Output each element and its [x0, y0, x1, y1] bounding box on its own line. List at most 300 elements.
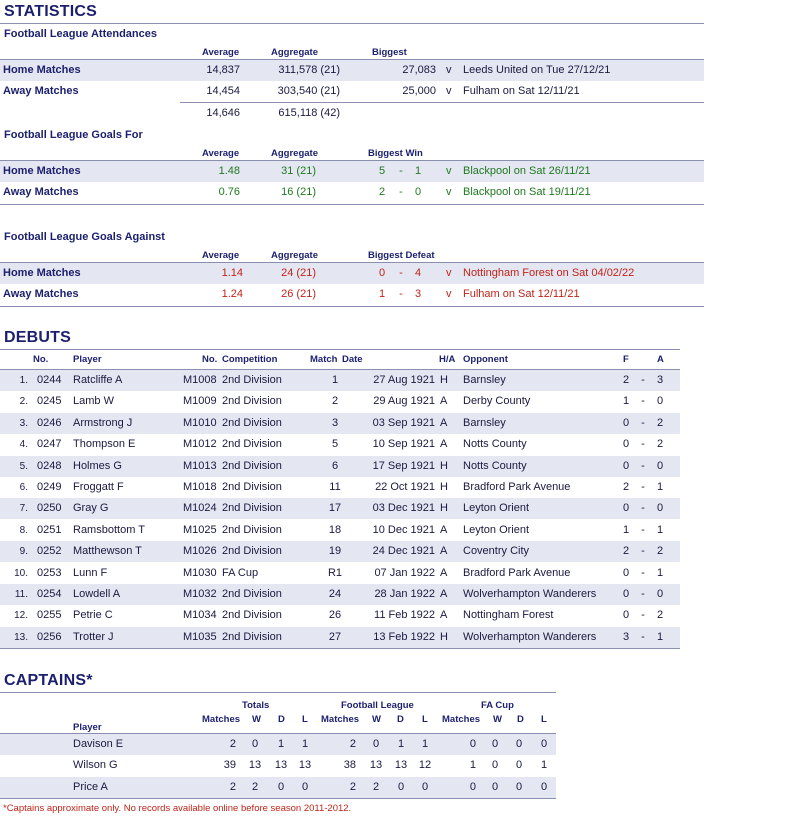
- debut-idx: 9.: [19, 546, 28, 558]
- score-dash: -: [399, 288, 403, 300]
- debut-a: 2: [656, 438, 664, 451]
- debuts-date-header: Date: [342, 354, 363, 365]
- aggregate: 303,540 (21): [277, 85, 340, 97]
- versus: v: [446, 267, 452, 279]
- debut-competition: 2nd Division: [222, 395, 282, 408]
- debut-ha: H: [440, 374, 448, 386]
- debut-match: 6: [331, 459, 339, 472]
- debut-no: 0247: [37, 438, 62, 451]
- debut-opponent: Bradford Park Avenue: [463, 566, 571, 579]
- debut-competition: 2nd Division: [222, 523, 282, 536]
- debut-opponent: Bradford Park Avenue: [463, 481, 571, 493]
- facup-matches-header: Matches: [442, 714, 481, 725]
- debut-f: 0: [622, 438, 630, 451]
- debut-f: 0: [622, 502, 630, 515]
- debut-match: 5: [331, 438, 339, 451]
- debut-player: Froggatt F: [73, 481, 124, 493]
- debut-opponent: Leyton Orient: [463, 523, 530, 536]
- captain-lm: 38: [343, 759, 356, 772]
- goals-for-aggregate-header: Aggregate: [271, 148, 318, 159]
- debut-match-no: M1010: [183, 416, 217, 429]
- league-d-header: D: [397, 714, 404, 725]
- attendance-row-home: [0, 60, 704, 81]
- debut-a: 1: [656, 523, 664, 536]
- debut-dash: -: [641, 395, 645, 408]
- captain-lw: 0: [372, 738, 380, 750]
- debut-match: 27: [328, 630, 342, 643]
- divider: [0, 204, 704, 205]
- debut-no: 0246: [37, 416, 62, 429]
- debut-competition: FA Cup: [222, 566, 259, 579]
- captains-player-header: Player: [73, 722, 102, 733]
- debut-idx: 1.: [19, 375, 28, 386]
- totals-matches-header: Matches: [202, 714, 241, 725]
- debut-player: Ramsbottom T: [73, 523, 145, 536]
- debut-ha: H: [440, 630, 448, 643]
- aggregate: 311,578 (21): [278, 64, 340, 76]
- facup-d-header: D: [517, 714, 524, 725]
- debut-row: [0, 520, 680, 541]
- facup-group-header: FA Cup: [481, 700, 514, 711]
- debut-match: 11: [329, 481, 341, 493]
- debut-date: 10 Dec 1921: [372, 523, 435, 536]
- debut-match-no: M1034: [183, 609, 217, 622]
- debut-a: 1: [656, 566, 664, 579]
- debut-match: 1: [331, 374, 339, 386]
- captain-cl: 0: [540, 738, 548, 750]
- debut-match-no: M1026: [183, 545, 217, 558]
- debut-date: 03 Sep 1921: [372, 416, 435, 429]
- aggregate: 26 (21): [281, 288, 316, 300]
- debut-date: 11 Feb 1922: [374, 609, 435, 622]
- debut-match-no: M1012: [183, 438, 217, 451]
- opponent: Leeds United on Tue 27/12/21: [463, 64, 611, 76]
- score-dash: -: [399, 186, 403, 198]
- debut-match-no: M1024: [183, 502, 217, 515]
- debut-date: 07 Jan 1922: [374, 566, 435, 579]
- score-against: 1: [414, 165, 422, 177]
- debut-row: [0, 584, 680, 605]
- score-for: 5: [378, 165, 386, 177]
- score-for: 1: [378, 288, 386, 300]
- aggregate: 31 (21): [281, 165, 316, 177]
- debut-competition: 2nd Division: [222, 374, 282, 386]
- debuts-competition-header: Competition: [222, 354, 278, 365]
- captain-cw: 0: [491, 759, 499, 772]
- debut-date: 29 Aug 1921: [373, 395, 435, 408]
- captain-td: 1: [277, 738, 285, 750]
- goals-against-title: Football League Goals Against: [4, 231, 165, 243]
- debut-f: 3: [622, 630, 630, 643]
- average: 14,837: [206, 64, 240, 76]
- totals-group-header: Totals: [242, 700, 270, 711]
- captain-cd: 0: [515, 780, 523, 793]
- debut-idx: 7.: [19, 503, 28, 515]
- captain-player: Wilson G: [73, 759, 118, 772]
- debut-a: 2: [656, 545, 664, 558]
- debut-ha: A: [440, 588, 448, 600]
- debut-match-no: M1009: [183, 395, 217, 408]
- debut-f: 1: [622, 395, 630, 408]
- divider: [0, 23, 704, 24]
- debut-match: 19: [328, 545, 342, 558]
- captains-footnote: *Captains approximate only. No records available online before season 2011-2012.: [3, 803, 352, 814]
- debuts-f-header: F: [623, 354, 629, 365]
- debut-row: [0, 370, 680, 391]
- captain-td: 13: [274, 759, 288, 772]
- divider: [0, 349, 680, 350]
- debut-competition: 2nd Division: [222, 609, 282, 622]
- captain-lw: 13: [369, 759, 383, 772]
- debuts-opponent-header: Opponent: [463, 354, 508, 365]
- captain-tm: 2: [229, 738, 236, 750]
- debut-match-no: M1030: [183, 566, 217, 579]
- debut-competition: 2nd Division: [222, 416, 282, 429]
- debut-player: Ratcliffe A: [73, 374, 123, 386]
- debut-player: Lowdell A: [73, 588, 121, 600]
- debut-match: R1: [327, 566, 343, 579]
- debut-row: [0, 456, 680, 477]
- captain-td: 0: [277, 780, 285, 793]
- debut-f: 0: [622, 566, 630, 579]
- debut-date: 24 Dec 1921: [372, 545, 435, 558]
- captain-tw: 2: [251, 780, 259, 793]
- debut-a: 2: [656, 416, 664, 429]
- debut-opponent: Barnsley: [463, 416, 506, 429]
- debut-no: 0245: [37, 395, 62, 408]
- debut-row: [0, 541, 680, 562]
- debut-f: 2: [622, 374, 630, 386]
- divider: [0, 306, 704, 307]
- debut-ha: A: [440, 416, 448, 429]
- facup-w-header: W: [493, 714, 502, 725]
- versus: v: [446, 288, 452, 300]
- captain-cl: 1: [540, 759, 548, 772]
- captain-cw: 0: [491, 738, 499, 750]
- debut-date: 22 Oct 1921: [375, 481, 435, 493]
- debut-dash: -: [641, 416, 645, 429]
- debut-match: 17: [328, 502, 342, 515]
- debut-idx: 11.: [14, 589, 28, 600]
- debut-date: 17 Sep 1921: [372, 459, 435, 472]
- debuts-match-header: Match: [310, 354, 338, 365]
- debut-date: 28 Jan 1922: [374, 588, 435, 600]
- captain-lm: 2: [349, 738, 356, 750]
- debut-dash: -: [641, 588, 645, 600]
- debut-a: 0: [656, 502, 664, 515]
- debut-a: 3: [656, 374, 664, 386]
- captain-ld: 0: [397, 780, 405, 793]
- debut-no: 0256: [37, 630, 62, 643]
- debut-idx: 2.: [19, 396, 28, 408]
- debuts-match-no-header: No.: [202, 354, 218, 365]
- debut-a: 1: [656, 630, 664, 643]
- captain-tm: 39: [223, 759, 236, 772]
- captain-tl: 1: [301, 738, 309, 750]
- versus: v: [446, 186, 452, 198]
- captain-row: [0, 734, 556, 755]
- captain-player: Price A: [73, 780, 108, 793]
- debut-opponent: Wolverhampton Wanderers: [463, 630, 597, 643]
- goals-against-aggregate-header: Aggregate: [271, 250, 318, 261]
- score-against: 3: [414, 288, 422, 300]
- average: 0.76: [218, 186, 240, 198]
- debut-idx: 8.: [19, 524, 28, 536]
- captain-cl: 0: [540, 780, 548, 793]
- row-label: Home Matches: [3, 165, 81, 177]
- captain-ld: 1: [397, 738, 405, 750]
- debut-opponent: Coventry City: [463, 545, 530, 558]
- average: 1.48: [218, 165, 240, 177]
- debut-idx: 4.: [19, 439, 28, 451]
- attendances-title: Football League Attendances: [4, 28, 158, 40]
- debut-competition: 2nd Division: [222, 481, 282, 493]
- debut-no: 0248: [37, 459, 62, 472]
- debut-dash: -: [641, 523, 645, 536]
- captain-cd: 0: [515, 738, 523, 750]
- attendance-row-away: [0, 81, 704, 102]
- captain-ld: 13: [394, 759, 408, 772]
- average: 14,454: [206, 85, 240, 97]
- debut-no: 0250: [37, 502, 62, 515]
- divider: [0, 648, 680, 649]
- captains-title: CAPTAINS*: [4, 672, 93, 689]
- debut-ha: A: [440, 609, 448, 622]
- debut-no: 0254: [37, 588, 62, 600]
- debut-opponent: Notts County: [463, 438, 527, 451]
- debut-player: Lamb W: [73, 395, 114, 408]
- debut-player: Holmes G: [73, 459, 122, 472]
- captain-ll: 0: [421, 780, 429, 793]
- debut-match-no: M1018: [183, 481, 217, 493]
- debut-competition: 2nd Division: [222, 545, 282, 558]
- debut-ha: A: [440, 438, 448, 451]
- opponent: Fulham on Sat 12/11/21: [463, 85, 580, 97]
- debut-row: [0, 498, 680, 519]
- debut-idx: 13.: [14, 631, 28, 643]
- average: 1.24: [221, 288, 243, 300]
- debut-f: 2: [622, 545, 630, 558]
- debut-row: [0, 605, 680, 626]
- captain-cm: 0: [469, 738, 476, 750]
- debut-player: Petrie C: [73, 609, 113, 622]
- debut-dash: -: [641, 502, 645, 515]
- debut-dash: -: [641, 566, 645, 579]
- debut-opponent: Leyton Orient: [463, 502, 530, 515]
- debut-no: 0244: [37, 374, 62, 386]
- debut-match-no: M1032: [183, 588, 217, 600]
- debut-row: [0, 477, 680, 498]
- debut-dash: -: [641, 630, 645, 643]
- debut-row: [0, 391, 680, 412]
- captain-ll: 1: [421, 738, 429, 750]
- debut-idx: 3.: [19, 417, 28, 429]
- league-l-header: L: [422, 714, 428, 725]
- debuts-player-header: Player: [73, 354, 102, 365]
- league-group-header: Football League: [341, 700, 414, 711]
- aggregate: 24 (21): [281, 267, 316, 279]
- debut-f: 2: [622, 481, 630, 493]
- opponent: Blackpool on Sat 19/11/21: [463, 186, 591, 198]
- debuts-a-header: A: [657, 354, 664, 365]
- debuts-ha-header: H/A: [439, 354, 456, 365]
- score-dash: -: [399, 165, 403, 177]
- debut-match: 24: [328, 588, 342, 600]
- captain-cm: 0: [469, 780, 476, 793]
- debut-dash: -: [641, 374, 645, 386]
- league-w-header: W: [372, 714, 381, 725]
- goals-against-average-header: Average: [202, 250, 240, 261]
- goals-against-row-away: [0, 284, 704, 305]
- debut-opponent: Barnsley: [463, 374, 506, 386]
- debut-opponent: Wolverhampton Wanderers: [463, 588, 597, 600]
- debut-match-no: M1025: [183, 523, 217, 536]
- versus: v: [446, 165, 452, 177]
- captain-cd: 0: [515, 759, 523, 772]
- captain-tl: 0: [301, 780, 309, 793]
- debut-competition: 2nd Division: [222, 459, 282, 472]
- debut-opponent: Nottingham Forest: [463, 609, 554, 622]
- debut-competition: 2nd Division: [222, 502, 282, 515]
- debut-f: 0: [622, 609, 630, 622]
- debut-player: Thompson E: [73, 438, 136, 451]
- captain-tw: 0: [251, 738, 259, 750]
- opponent: Nottingham Forest on Sat 04/02/22: [463, 267, 635, 279]
- debut-ha: A: [440, 566, 448, 579]
- facup-l-header: L: [541, 714, 547, 725]
- debut-dash: -: [641, 609, 645, 622]
- league-matches-header: Matches: [321, 714, 360, 725]
- debut-match-no: M1035: [183, 630, 217, 643]
- captain-tw: 13: [248, 759, 262, 772]
- debut-row: [0, 434, 680, 455]
- attendance-total-row: [0, 103, 704, 124]
- debut-dash: -: [641, 459, 645, 472]
- divider: [0, 692, 556, 693]
- debut-ha: A: [440, 523, 448, 536]
- debut-idx: 6.: [19, 482, 28, 493]
- captain-row: [0, 755, 556, 776]
- captain-tm: 2: [229, 780, 236, 793]
- attendances-average-header: Average: [202, 47, 240, 58]
- debut-ha: A: [440, 545, 448, 558]
- debut-a: 1: [656, 481, 664, 493]
- debut-dash: -: [641, 545, 645, 558]
- debut-a: 0: [656, 588, 664, 600]
- score-against: 4: [414, 267, 422, 279]
- total-aggregate: 615,118 (42): [278, 107, 340, 119]
- row-label: Home Matches: [3, 64, 81, 76]
- attendances-aggregate-header: Aggregate: [271, 47, 318, 58]
- debut-no: 0255: [37, 609, 62, 622]
- debut-a: 0: [656, 395, 664, 408]
- goals-for-biggest-header: Biggest Win: [368, 148, 423, 159]
- debut-ha: A: [440, 395, 448, 408]
- debut-no: 0253: [37, 566, 62, 579]
- debut-no: 0252: [37, 545, 62, 558]
- goals-for-row-home: [0, 161, 704, 182]
- score-for: 2: [378, 186, 386, 198]
- aggregate: 16 (21): [281, 186, 316, 198]
- row-label: Home Matches: [3, 267, 81, 279]
- debut-f: 0: [622, 588, 630, 600]
- debut-player: Armstrong J: [73, 416, 133, 429]
- versus: v: [446, 85, 452, 97]
- goals-for-average-header: Average: [202, 148, 240, 159]
- debut-date: 03 Dec 1921: [372, 502, 435, 515]
- debut-match-no: M1008: [183, 374, 217, 386]
- debuts-title: DEBUTS: [4, 329, 71, 346]
- versus: v: [446, 64, 452, 76]
- attendances-biggest-header: Biggest: [372, 47, 407, 58]
- debut-date: 13 Feb 1922: [373, 630, 435, 643]
- debut-date: 27 Aug 1921: [373, 374, 435, 386]
- row-label: Away Matches: [3, 85, 79, 97]
- debut-row: [0, 563, 680, 584]
- captain-lm: 2: [349, 780, 356, 793]
- row-label: Away Matches: [3, 288, 79, 300]
- captain-cw: 0: [491, 780, 499, 793]
- debut-player: Gray G: [73, 502, 109, 515]
- goals-against-biggest-header: Biggest Defeat: [368, 250, 435, 261]
- debut-dash: -: [641, 438, 645, 451]
- debut-date: 10 Sep 1921: [372, 438, 435, 451]
- debut-dash: -: [641, 481, 645, 493]
- totals-d-header: D: [278, 714, 285, 725]
- debut-idx: 10.: [14, 567, 28, 579]
- biggest: 25,000: [402, 85, 436, 97]
- debut-a: 0: [656, 459, 664, 472]
- debuts-no-header: No.: [33, 354, 49, 365]
- debut-ha: H: [440, 502, 448, 515]
- totals-l-header: L: [302, 714, 308, 725]
- captain-tl: 13: [298, 759, 312, 772]
- score-for: 0: [378, 267, 386, 279]
- divider: [0, 798, 556, 799]
- debut-player: Trotter J: [73, 630, 114, 643]
- debut-no: 0251: [37, 523, 62, 536]
- goals-for-title: Football League Goals For: [4, 129, 143, 141]
- debut-idx: 5.: [19, 460, 28, 472]
- captain-cm: 1: [469, 759, 476, 772]
- debut-match: 18: [328, 523, 342, 536]
- goals-for-row-away: [0, 182, 704, 203]
- debut-row: [0, 627, 680, 648]
- average: 1.14: [221, 267, 243, 279]
- captain-ll: 12: [418, 759, 432, 772]
- captain-row: [0, 777, 556, 798]
- debut-match: 2: [331, 395, 339, 408]
- debut-player: Matthewson T: [73, 545, 142, 558]
- biggest: 27,083: [402, 64, 436, 76]
- total-average: 14,646: [206, 107, 240, 119]
- debut-competition: 2nd Division: [222, 588, 282, 600]
- debut-match: 26: [328, 609, 342, 622]
- debut-competition: 2nd Division: [222, 438, 282, 451]
- opponent: Blackpool on Sat 26/11/21: [463, 165, 591, 177]
- debut-match-no: M1013: [183, 459, 217, 472]
- totals-w-header: W: [252, 714, 261, 725]
- captain-lw: 2: [372, 780, 380, 793]
- debut-f: 1: [622, 523, 630, 536]
- opponent: Fulham on Sat 12/11/21: [463, 288, 580, 300]
- row-label: Away Matches: [3, 186, 79, 198]
- debut-competition: 2nd Division: [222, 630, 282, 643]
- statistics-title: STATISTICS: [4, 3, 97, 20]
- debut-opponent: Notts County: [463, 459, 527, 472]
- debut-f: 0: [622, 416, 630, 429]
- captain-player: Davison E: [73, 738, 124, 750]
